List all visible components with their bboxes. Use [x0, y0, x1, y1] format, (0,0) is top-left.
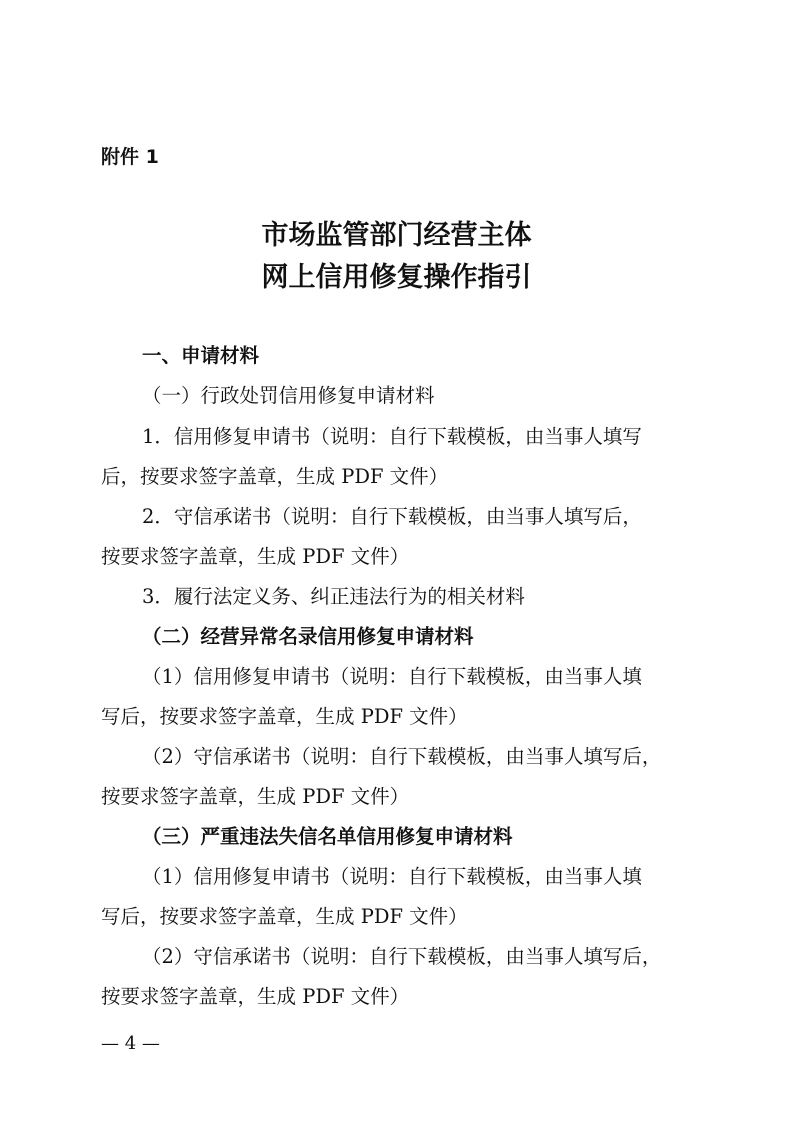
paragraph-line: 1．信用修复申请书（说明：自行下载模板，由当事人填写 [142, 425, 642, 448]
paragraph-line: （1）信用修复申请书（说明：自行下载模板，由当事人填 [142, 865, 642, 888]
paragraph-line: 按要求签字盖章，生成 PDF 文件） [101, 985, 410, 1008]
paragraph-line: 2．守信承诺书（说明：自行下载模板，由当事人填写后， [142, 505, 642, 528]
paragraph-line: 3．履行法定义务、纠正违法行为的相关材料 [142, 585, 525, 608]
paragraph-line: 写后，按要求签字盖章，生成 PDF 文件） [101, 705, 468, 728]
document-title-line-1: 市场监管部门经营主体 [261, 220, 532, 251]
subsection-heading-serious-dishonesty-list: （三）严重违法失信名单信用修复申请材料 [142, 825, 513, 848]
subsection-heading-administrative-penalty: （一）行政处罚信用修复申请材料 [142, 384, 435, 407]
paragraph-line: 后，按要求签字盖章，生成 PDF 文件） [101, 465, 449, 488]
page-number: — 4 — [101, 1033, 160, 1054]
paragraph-line: （2）守信承诺书（说明：自行下载模板，由当事人填写后， [142, 745, 662, 768]
paragraph-line: （2）守信承诺书（说明：自行下载模板，由当事人填写后， [142, 945, 662, 968]
section-heading-application-materials: 一、申请材料 [142, 344, 260, 367]
attachment-label: 附件 1 [101, 146, 159, 168]
paragraph-line: （1）信用修复申请书（说明：自行下载模板，由当事人填 [142, 665, 642, 688]
paragraph-line: 按要求签字盖章，生成 PDF 文件） [101, 545, 410, 568]
document-title-line-2: 网上信用修复操作指引 [261, 262, 532, 293]
paragraph-line: 写后，按要求签字盖章，生成 PDF 文件） [101, 905, 468, 928]
paragraph-line: 按要求签字盖章，生成 PDF 文件） [101, 785, 410, 808]
subsection-heading-abnormal-operation-list: （二）经营异常名录信用修复申请材料 [142, 625, 474, 648]
